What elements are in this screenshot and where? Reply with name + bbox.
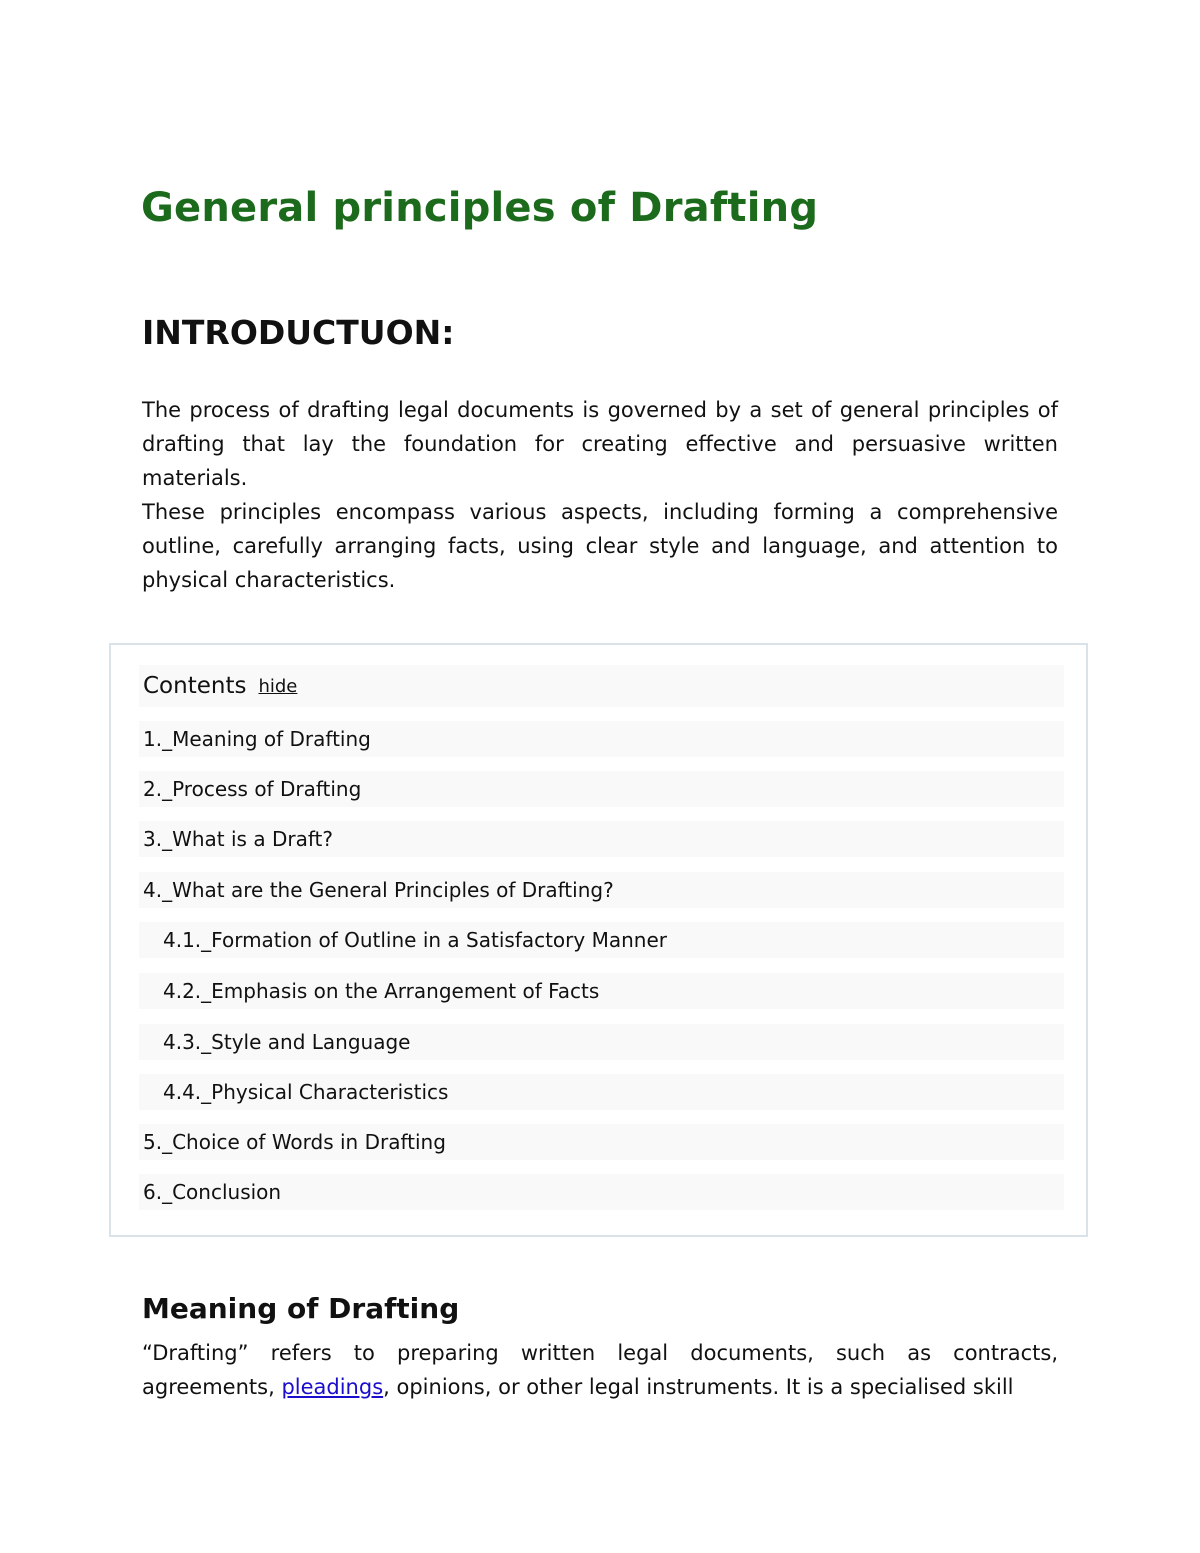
toc-item-label: Meaning of Drafting [172, 727, 371, 751]
toc-item-number: 2. _ [143, 777, 172, 801]
document-title: General principles of Drafting [141, 185, 819, 231]
meaning-text-before-link: “Drafting” refers to preparing written legal documents, such as contracts, agreements, [142, 1341, 1058, 1399]
toc-item-number: 4.2. _ [163, 979, 211, 1003]
meaning-of-drafting-heading: Meaning of Drafting [142, 1292, 460, 1325]
toc-item-label: Choice of Words in Drafting [172, 1130, 446, 1154]
toc-item-style-and-language[interactable] [139, 1024, 1064, 1060]
toc-item-label: Style and Language [211, 1030, 411, 1054]
toc-item-number: 6. _ [143, 1180, 172, 1204]
toc-item-process-of-drafting[interactable] [139, 771, 1064, 807]
toc-item-label: Physical Characteristics [211, 1080, 449, 1104]
toc-item-number: 3. _ [143, 827, 172, 851]
toc-item-number: 4.4. _ [163, 1080, 211, 1104]
toc-item-formation-of-outline[interactable] [139, 922, 1064, 958]
toc-item-general-principles[interactable] [139, 872, 1064, 908]
toc-item-meaning-of-drafting[interactable] [139, 721, 1064, 757]
toc-item-label: Formation of Outline in a Satisfactory Manner [211, 928, 667, 952]
toc-item-number: 1. _ [143, 727, 172, 751]
toc-item-label: Process of Drafting [172, 777, 362, 801]
toc-item-arrangement-of-facts[interactable] [139, 973, 1064, 1009]
intro-paragraph-2: These principles encompass various aspects, including forming a comprehensive outline, carefully arranging facts, using clear style and language, and attention to physical characteristics. [142, 500, 1058, 592]
toc-item-number: 4.1. _ [163, 928, 211, 952]
toc-item-choice-of-words[interactable] [139, 1124, 1064, 1160]
introduction-heading: INTRODUCTUON: [142, 313, 455, 352]
toc-header [139, 665, 1064, 707]
meaning-text-after-link: , opinions, or other legal instruments. It is a specialised skill [383, 1375, 1014, 1399]
toc-title: Contents [143, 673, 247, 699]
intro-paragraph-1: The process of drafting legal documents is governed by a set of general principles of drafting that lay the foundation for creating effective and persuasive written materials. [142, 398, 1058, 490]
toc-item-label: What are the General Principles of Drafting? [172, 878, 614, 902]
toc-item-number: 4.3. _ [163, 1030, 211, 1054]
toc-item-number: 5. _ [143, 1130, 172, 1154]
toc-hide-toggle[interactable]: hide [258, 675, 298, 697]
toc-item-label: Conclusion [172, 1180, 282, 1204]
toc-item-label: What is a Draft? [172, 827, 333, 851]
toc-item-physical-characteristics[interactable] [139, 1074, 1064, 1110]
table-of-contents [109, 643, 1088, 1237]
toc-item-what-is-a-draft[interactable] [139, 821, 1064, 857]
toc-item-number: 4. _ [143, 878, 172, 902]
toc-item-conclusion[interactable] [139, 1174, 1064, 1210]
pleadings-link[interactable]: pleadings [281, 1375, 384, 1399]
meaning-of-drafting-paragraph [142, 1336, 1058, 1404]
toc-item-label: Emphasis on the Arrangement of Facts [211, 979, 600, 1003]
